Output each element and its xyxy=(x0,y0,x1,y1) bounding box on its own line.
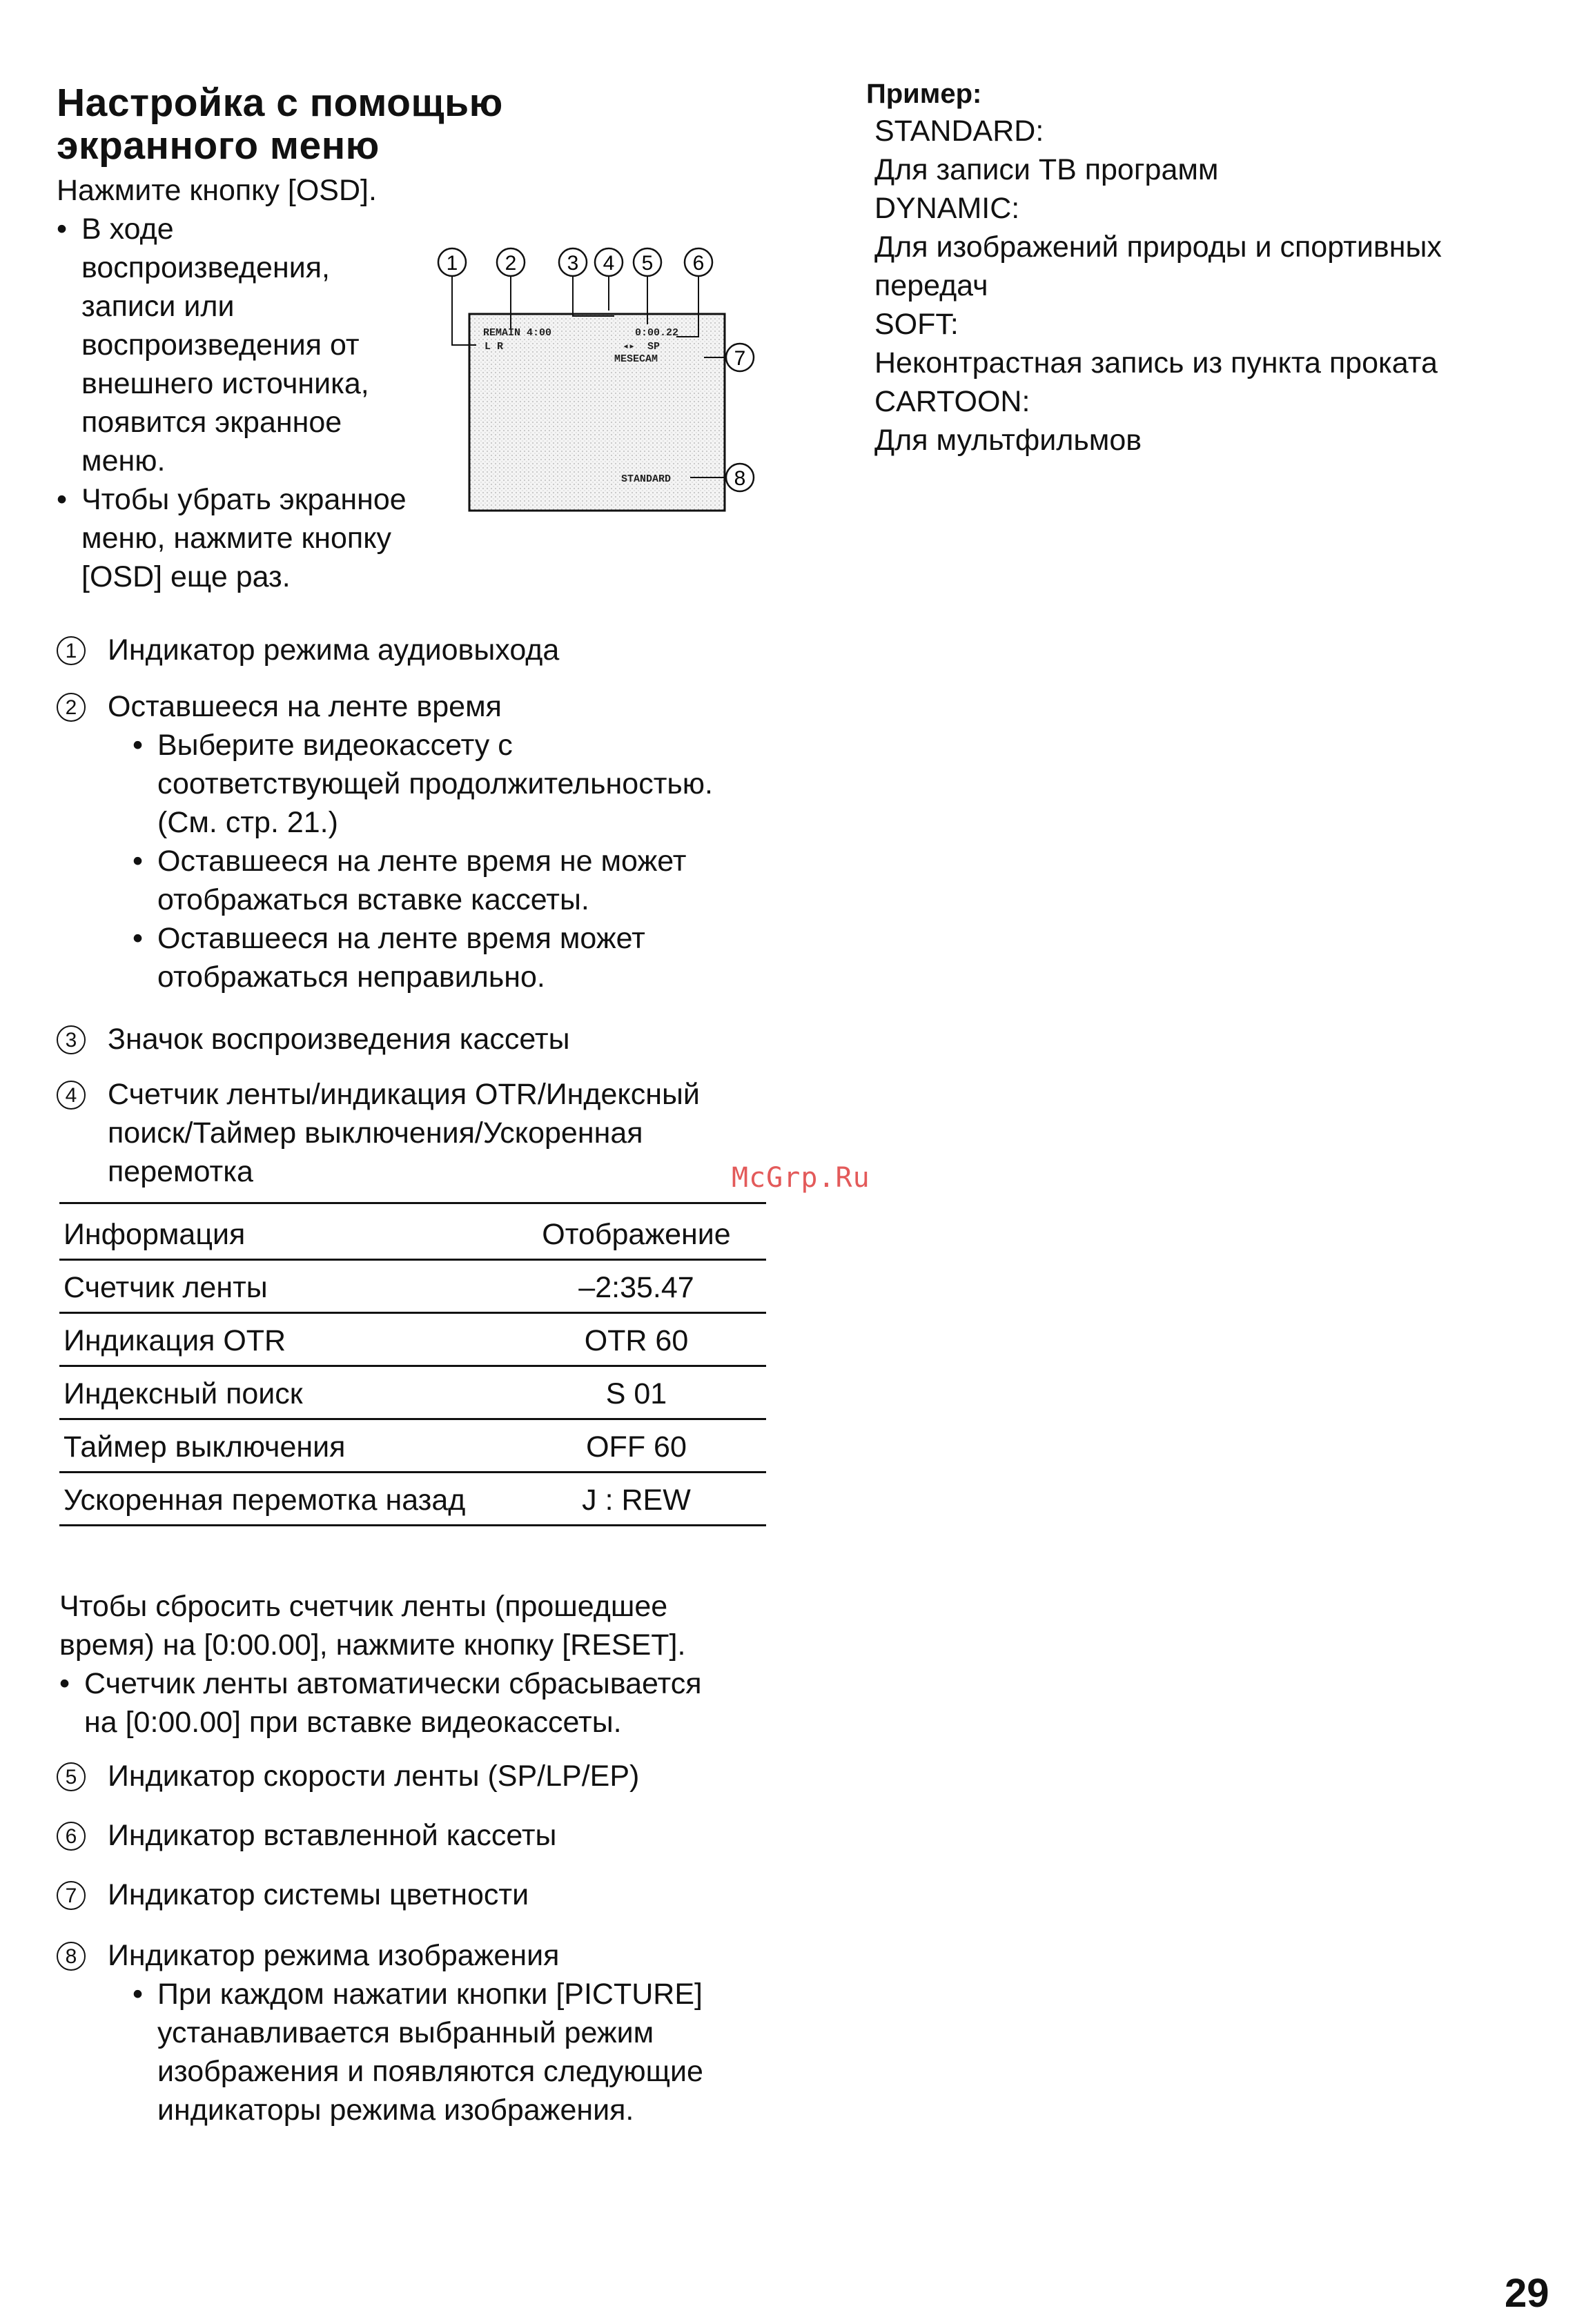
item-8-label: Индикатор режима изображения xyxy=(108,1939,560,1972)
example-desc: Для мультфильмов xyxy=(874,424,1142,457)
callout-8-number: 8 xyxy=(734,467,746,490)
intro-bullet-1-line: внешнего источника, xyxy=(81,367,369,400)
table-cell-display: OFF 60 xyxy=(508,1419,766,1473)
example-desc: передач xyxy=(874,269,988,302)
callout-8 xyxy=(726,464,754,491)
example-desc: Для изображений природы и спортивных xyxy=(874,230,1442,264)
intro-bullet-1-line: • В ходе xyxy=(81,213,174,246)
callout-6 xyxy=(685,248,712,276)
osd-color-text: MESECAM xyxy=(614,353,658,365)
callout-1-number: 1 xyxy=(446,252,458,275)
item-8 xyxy=(57,1936,703,2129)
item-4-number: 4 xyxy=(57,1081,86,1110)
item-8-bullet-line: устанавливается выбранный режим xyxy=(157,2016,654,2049)
item-3-label: Значок воспроизведения кассеты xyxy=(108,1023,570,1056)
item-8-bullets xyxy=(133,1975,703,2129)
item-8-bullet-line: изображения и появляются следующие xyxy=(157,2055,703,2088)
table-top-rule xyxy=(59,1202,766,1204)
info-table xyxy=(59,1208,766,1526)
example-heading: Пример: xyxy=(866,79,982,109)
example-block xyxy=(866,76,1442,460)
item-1-label: Индикатор режима аудиовыхода xyxy=(108,633,560,667)
table-cell-info: Индексный поиск xyxy=(59,1366,508,1419)
intro-bullet-1-line: воспроизведения от xyxy=(81,328,360,362)
callout-4-number: 4 xyxy=(603,252,615,275)
table-cell-display: J : REW xyxy=(508,1473,766,1526)
item-2-bullet-line: отображаться неправильно. xyxy=(157,961,545,994)
intro-block xyxy=(57,171,443,596)
item-8-bullet xyxy=(133,1975,703,2129)
item-2-bullet-line: • Оставшееся на ленте время может xyxy=(157,922,645,955)
item-2-bullet xyxy=(133,726,713,842)
callout-2-number: 2 xyxy=(505,252,517,275)
table-row xyxy=(59,1313,766,1366)
table-cell-info: Счетчик ленты xyxy=(59,1260,508,1313)
table-cell-info: Индикация OTR xyxy=(59,1313,508,1366)
item-2-bullet xyxy=(133,919,713,996)
reset-text-line: Чтобы сбросить счетчик ленты (прошедшее xyxy=(59,1590,668,1623)
callout-7-number: 7 xyxy=(734,347,746,370)
table-row xyxy=(59,1419,766,1473)
table-cell-info: Ускоренная перемотка назад xyxy=(59,1473,508,1526)
callout-1 xyxy=(438,248,466,276)
title-line-1: Настройка с помощью xyxy=(57,81,503,125)
osd-cassette-icon: ◂▸ xyxy=(623,341,636,353)
item-3-number: 3 xyxy=(57,1025,86,1054)
example-mode-soft: SOFT: xyxy=(874,308,959,341)
reset-text-line: время) на [0:00.00], нажмите кнопку [RESET]. xyxy=(59,1628,686,1662)
table-row xyxy=(59,1260,766,1313)
table-row xyxy=(59,1473,766,1526)
item-6-label: Индикатор вставленной кассеты xyxy=(108,1819,557,1852)
table-header xyxy=(59,1208,766,1260)
item-1 xyxy=(57,631,559,669)
table-header-info: Информация xyxy=(59,1208,508,1260)
page-title xyxy=(57,81,503,167)
item-2-bullet-line: • Выберите видеокассету с xyxy=(157,729,513,762)
title-line-2: экранного меню xyxy=(57,124,380,168)
reset-block xyxy=(59,1587,819,1742)
item-1-number: 1 xyxy=(57,636,86,665)
item-8-number: 8 xyxy=(57,1942,86,1971)
table-row xyxy=(59,1366,766,1419)
intro-bullet-1-line: воспроизведения, xyxy=(81,251,330,284)
item-8-bullet-line: индикаторы режима изображения. xyxy=(157,2094,634,2127)
example-lines xyxy=(866,112,1442,460)
item-4-label-line: поиск/Таймер выключения/Ускоренная xyxy=(108,1116,643,1150)
example-mode-standard: STANDARD: xyxy=(874,115,1044,148)
item-4-label-line: перемотка xyxy=(108,1155,253,1188)
intro-press: Нажмите кнопку [OSD]. xyxy=(57,174,377,207)
example-desc: Неконтрастная запись из пункта проката xyxy=(874,346,1438,380)
table-cell-info: Таймер выключения xyxy=(59,1419,508,1473)
item-2-bullet-line: отображаться вставке кассеты. xyxy=(157,883,589,916)
item-5-label: Индикатор скорости ленты (SP/LP/EP) xyxy=(108,1760,640,1793)
table-cell-display: S 01 xyxy=(508,1366,766,1419)
item-3 xyxy=(57,1020,569,1058)
callout-7 xyxy=(726,344,754,371)
example-mode-dynamic: DYNAMIC: xyxy=(874,192,1020,225)
example-desc: Для записи ТВ программ xyxy=(874,153,1219,186)
item-4-label xyxy=(108,1075,700,1191)
item-2-bullet-line: соответствующей продолжительностью. xyxy=(157,767,713,800)
item-5 xyxy=(57,1757,639,1795)
intro-bullet-1-line: меню. xyxy=(81,444,166,477)
reset-bullet-line: • Счетчик ленты автоматически сбрасывается xyxy=(84,1667,702,1700)
item-2-number: 2 xyxy=(57,693,86,722)
item-7 xyxy=(57,1875,529,1914)
osd-audio-text: L R xyxy=(485,341,504,353)
item-2-bullet xyxy=(133,842,713,919)
item-7-number: 7 xyxy=(57,1881,86,1910)
osd-mode-text: STANDARD xyxy=(621,473,672,485)
item-7-label: Индикатор системы цветности xyxy=(108,1878,529,1911)
callout-6-number: 6 xyxy=(692,252,705,275)
table-header-display: Отображение xyxy=(508,1208,766,1260)
callout-2 xyxy=(497,248,525,276)
callout-5 xyxy=(634,248,661,276)
callout-3-number: 3 xyxy=(567,252,579,275)
osd-screen xyxy=(469,314,725,511)
page-number: 29 xyxy=(1505,2271,1549,2316)
item-2 xyxy=(57,687,713,996)
callout-4 xyxy=(595,248,623,276)
item-6-number: 6 xyxy=(57,1822,86,1851)
item-2-bullet-line: (См. стр. 21.) xyxy=(157,806,338,839)
intro-bullet-1 xyxy=(57,210,443,480)
osd-speed-text: SP xyxy=(647,341,661,353)
item-5-number: 5 xyxy=(57,1762,86,1791)
intro-bullet-2-line: [OSD] еще раз. xyxy=(81,560,291,593)
example-mode-cartoon: CARTOON: xyxy=(874,385,1030,418)
intro-bullet-1-line: появится экранное xyxy=(81,406,342,439)
item-2-bullets xyxy=(133,726,713,996)
table-cell-display: OTR 60 xyxy=(508,1313,766,1366)
callout-5-number: 5 xyxy=(641,252,654,275)
item-4 xyxy=(57,1075,700,1191)
osd-remain-text: REMAIN 4:00 xyxy=(483,327,552,339)
item-8-bullet-line: • При каждом нажатии кнопки [PICTURE] xyxy=(157,1978,703,2011)
item-6 xyxy=(57,1816,556,1855)
osd-diagram xyxy=(428,235,773,524)
intro-bullet-2-line: меню, нажмите кнопку xyxy=(81,522,392,555)
reset-bullet xyxy=(59,1664,819,1742)
callout-3 xyxy=(559,248,587,276)
reset-bullet-line: на [0:00.00] при вставке видеокассеты. xyxy=(84,1706,622,1739)
intro-bullet-2 xyxy=(57,480,443,596)
item-2-bullet-line: • Оставшееся на ленте время не может xyxy=(157,845,687,878)
osd-counter-text: 0:00.22 xyxy=(635,327,679,339)
item-4-label-line: Счетчик ленты/индикация OTR/Индексный xyxy=(108,1078,700,1111)
intro-bullet-1-line: записи или xyxy=(81,290,235,323)
item-2-label: Оставшееся на ленте время xyxy=(108,690,502,723)
table-cell-display: –2:35.47 xyxy=(508,1260,766,1313)
watermark: McGrp.Ru xyxy=(732,1162,870,1194)
intro-bullet-2-line: • Чтобы убрать экранное xyxy=(81,483,407,516)
